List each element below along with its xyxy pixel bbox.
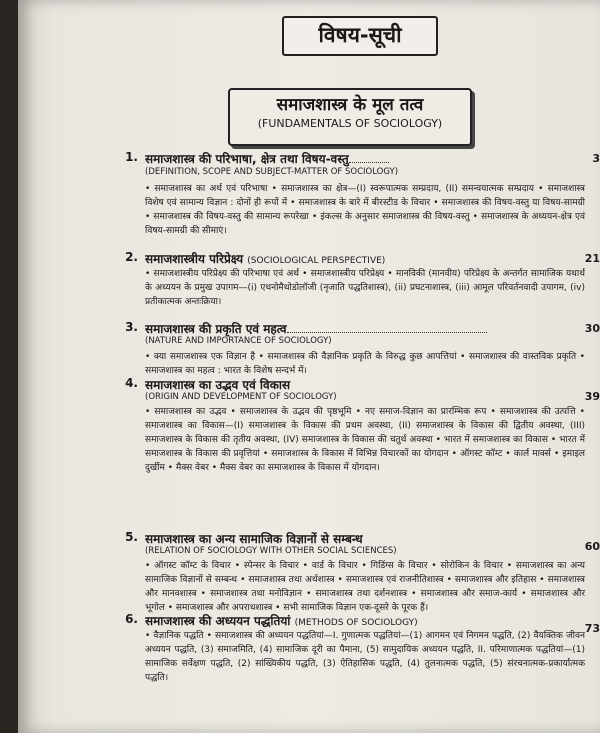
entry-description: • वैज्ञानिक पद्धति • समाजशास्त्र की अध्ययन पद्धतियां—I. गुणात्मक पद्धतियां—(1) आगमन एवं निगमन पद्धति, (2) वैयक्तिक जीवन अध्ययन पद्धति, (3) समाजमिति, (4) सामाजिक दूरी का पैमाना, (5) सामुदायिक अध्ययन पद्धति, II. परिमाणात्मक पद्धतियां—(1) सामाजिक सर्वेक्षण पद्धति, (2) सांख्यिकीय पद्धति, (3) ऐतिहासिक पद्धति, (4) तुलनात्मक पद्धति, (5) संरचनात्मक-प्रकार्यात्मक पद्धति। bbox=[145, 631, 585, 683]
entry-description: • समाजशास्त्र का अर्थ एवं परिभाषा • समाजशास्त्र का क्षेत्र—(I) स्वरूपात्मक सम्प्रदाय, (II) समन्वयात्मक सम्प्रदाय • समाजशास्त्र विशेष एवं सामान्य विज्ञान : दोनों ही रूपों में • समाजशास्त्र के बारे में बीरस्टीड के विचार • समाजशास्त्र की विषय-वस्तु या विषय-सामग्री • समाजशास्त्र की विषय-वस्तु की सामान्य रूपरेखा • इंकल्स के अनुसार समाजशास्त्र की विषय-वस्तु • समाजशास्त्र के अध्ययन-क्षेत्र एवं विषय-सामग्री की सीमाएं। bbox=[145, 184, 585, 236]
entry-number: 1. bbox=[125, 150, 138, 164]
entry-title: समाजशास्त्र की अध्ययन पद्धतियां (METHODS OF SOCIOLOGY) bbox=[145, 614, 418, 628]
entry-page-number: 60 bbox=[584, 540, 600, 553]
entry-title: समाजशास्त्र का अन्य सामाजिक विज्ञानों से सम्बन्ध bbox=[145, 532, 363, 546]
entry-number: 6. bbox=[125, 612, 138, 626]
entry-title: समाजशास्त्रीय परिप्रेक्ष्य (SOCIOLOGICAL PERSPECTIVE) bbox=[145, 252, 386, 266]
entry-title: समाजशास्त्र का उद्भव एवं विकास bbox=[145, 378, 291, 392]
book-page bbox=[18, 0, 600, 733]
entry-description: • समाजशास्त्र का उद्भव • समाजशास्त्र के उद्भव की पृष्ठभूमि • नए समाज-विज्ञान का प्रारम्भिक रूप • समाजशास्त्र की उत्पत्ति • समाजशास्त्र का विकास—(I) समाजशास्त्र के विकास की प्रथम अवस्था, (II) समाजशास्त्र के विकास की द्वितीय अवस्था, (III) समाजशास्त्र के विकास की तृतीय अवस्था, (IV) समाजशास्त्र के विकास की चतुर्थ अवस्था • भारत में समाजशास्त्र का विकास • भारत में समाजशास्त्र के विकास की प्रवृत्तियां • समाजशास्त्र के विकास में विभिन्न विचारकों का योगदान • ऑगस्ट कॉम्ट • कार्ल मार्क्स • इमाइल दुर्खीम • मैक्स वेबर • मैक्स वेबर का समाजशास्त्र के विकास में योगदान। bbox=[145, 407, 585, 473]
unit-title-english: (FUNDAMENTALS OF SOCIOLOGY) bbox=[257, 117, 443, 130]
entry-page-number: 21 bbox=[584, 252, 600, 265]
entry-description: • समाजशास्त्रीय परिप्रेक्ष्य की परिभाषा एवं अर्थ • समाजशास्त्रीय परिप्रेक्ष्य • मानविकी (मानवीय) परिप्रेक्ष्य के अन्तर्गत सामाजिक यथार्थ के अध्ययन के प्रमुख उपागम—(i) एथनोमैथोडोलॉजी (नृजाति पद्धतिशास्त्र), (ii) प्रघटनाशास्त्र, (iii) आमूल परिवर्तनवादी उपागम, (iv) प्रतीकात्मक अन्तःक्रिया। bbox=[145, 269, 585, 307]
entry-subtitle: (DEFINITION, SCOPE AND SUBJECT-MATTER OF SOCIOLOGY) bbox=[145, 167, 399, 177]
entry-number: 5. bbox=[125, 530, 138, 544]
page-title: विषय-सूची bbox=[282, 16, 438, 56]
entry-title: समाजशास्त्र की परिभाषा, क्षेत्र तथा विषय-वस्तु bbox=[145, 150, 565, 167]
entry-number: 2. bbox=[125, 250, 138, 264]
unit-title-box bbox=[228, 88, 472, 146]
entry-description: • क्या समाजशास्त्र एक विज्ञान है • समाजशास्त्र की वैज्ञानिक प्रकृति के विरुद्ध कुछ आपत्तियां • समाजशास्त्र की वास्तविक प्रकृति • समाजशास्त्र का महत्व : भारत के विशेष सन्दर्भ में। bbox=[145, 352, 585, 376]
entry-number: 4. bbox=[125, 376, 138, 390]
entry-title: समाजशास्त्र की प्रकृति एवं महत्व bbox=[145, 320, 565, 337]
entry-page-number: 3 bbox=[592, 152, 600, 165]
entry-number: 3. bbox=[125, 320, 138, 334]
entry-subtitle: (ORIGIN AND DEVELOPMENT OF SOCIOLOGY) bbox=[145, 392, 337, 402]
entry-page-number: 30 bbox=[584, 322, 600, 335]
unit-title-hindi: समाजशास्त्र के मूल तत्व bbox=[276, 95, 424, 115]
entry-subtitle: (RELATION OF SOCIOLOGY WITH OTHER SOCIAL SCIENCES) bbox=[145, 546, 397, 556]
entry-description: • ऑगस्ट कॉम्ट के विचार • स्पेन्सर के विचार • वार्ड के विचार • गिडिंग्स के विचार • सोरोकिन के विचार • समाजशास्त्र का अन्य सामाजिक विज्ञानों से सम्बन्ध • समाजशास्त्र तथा अर्थशास्त्र • समाजशास्त्र एवं राजनीतिशास्त्र • समाजशास्त्र और इतिहास • समाजशास्त्र और मानवशास्त्र • समाजशास्त्र तथा मनोविज्ञान • समाजशास्त्र तथा दर्शनशास्त्र • समाजशास्त्र और समाज-कार्य • समाजशास्त्र और भूगोल • समाजशास्त्र और अपराधशास्त्र • सभी सामाजिक विज्ञान एक-दूसरे के पूरक हैं। bbox=[145, 561, 585, 613]
entry-page-number: 39 bbox=[584, 390, 600, 403]
entry-page-number: 73 bbox=[584, 622, 600, 635]
entry-subtitle: (NATURE AND IMPORTANCE OF SOCIOLOGY) bbox=[145, 336, 332, 346]
